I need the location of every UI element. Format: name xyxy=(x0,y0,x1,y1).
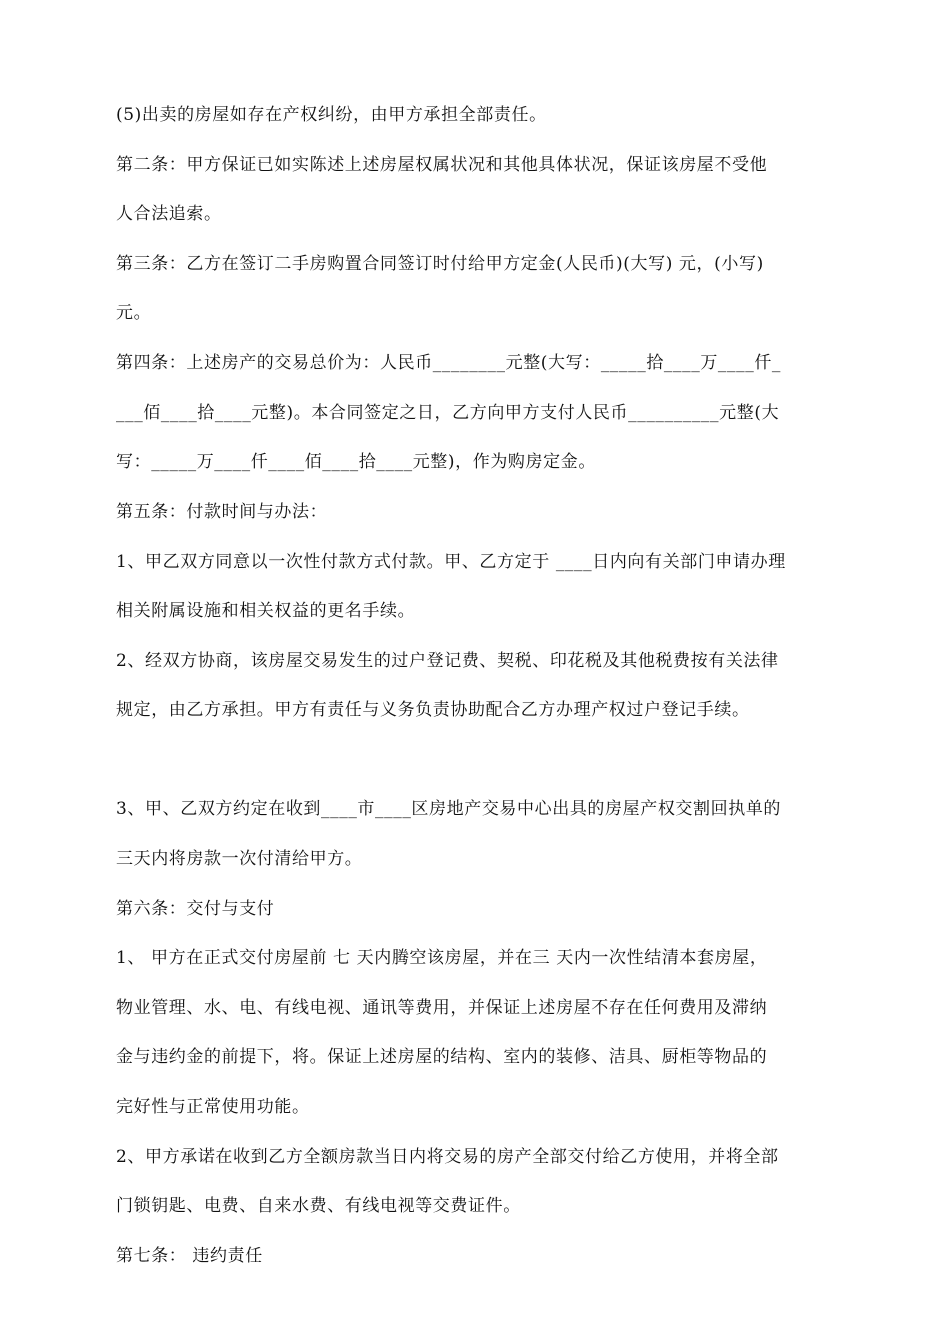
text-line: 第六条：交付与支付 xyxy=(116,899,275,919)
text-line: 第三条：乙方在签订二手房购置合同签订时付给甲方定金(人民币)(大写) 元，(小写) xyxy=(116,254,764,274)
text-line: 1、 甲方在正式交付房屋前 七 天内腾空该房屋，并在三 天内一次性结清本套房屋， xyxy=(116,948,768,968)
text-line: 元。 xyxy=(116,303,152,323)
text-line: 第七条： 违约责任 xyxy=(116,1246,263,1266)
text-line: (5)出卖的房屋如存在产权纠纷，由甲方承担全部责任。 xyxy=(116,105,547,125)
text-line: 规定，由乙方承担。甲方有责任与义务负责协助配合乙方办理产权过户登记手续。 xyxy=(116,700,750,720)
text-line: 人合法追索。 xyxy=(116,204,222,224)
text-line: 写：_____万____仟____佰____拾____元整)，作为购房定金。 xyxy=(116,452,596,472)
text-line: 门锁钥匙、电费、自来水费、有线电视等交费证件。 xyxy=(116,1196,521,1216)
text-line: 第五条：付款时间与办法： xyxy=(116,502,328,522)
text-line: 第四条：上述房产的交易总价为：人民币________元整(大写：_____拾____万____仟_ xyxy=(116,353,782,373)
text-line: 2、经双方协商，该房屋交易发生的过户登记费、契税、印花税及其他税费按有关法律 xyxy=(116,651,779,671)
text-line: 完好性与正常使用功能。 xyxy=(116,1097,310,1117)
text-line: 相关附属设施和相关权益的更名手续。 xyxy=(116,601,416,621)
text-line: 3、甲、乙双方约定在收到____市____区房地产交易中心出具的房屋产权交割回执单的 xyxy=(116,799,782,819)
text-line: 物业管理、水、电、有线电视、通讯等费用，并保证上述房屋不存在任何费用及滞纳 xyxy=(116,998,768,1018)
text-line: 金与违约金的前提下，将。保证上述房屋的结构、室内的装修、洁具、厨柜等物品的 xyxy=(116,1047,768,1067)
text-line: 三天内将房款一次付清给甲方。 xyxy=(116,849,363,869)
text-line: ___佰____拾____元整)。本合同签定之日，乙方向甲方支付人民币__________元整(大 xyxy=(116,403,780,423)
text-line: 第二条：甲方保证已如实陈述上述房屋权属状况和其他具体状况，保证该房屋不受他 xyxy=(116,155,768,175)
text-line: 2、甲方承诺在收到乙方全额房款当日内将交易的房产全部交付给乙方使用，并将全部 xyxy=(116,1147,779,1167)
text-line: 1、甲乙双方同意以一次性付款方式付款。甲、乙方定于 ____日内向有关部门申请办理 xyxy=(116,552,786,572)
